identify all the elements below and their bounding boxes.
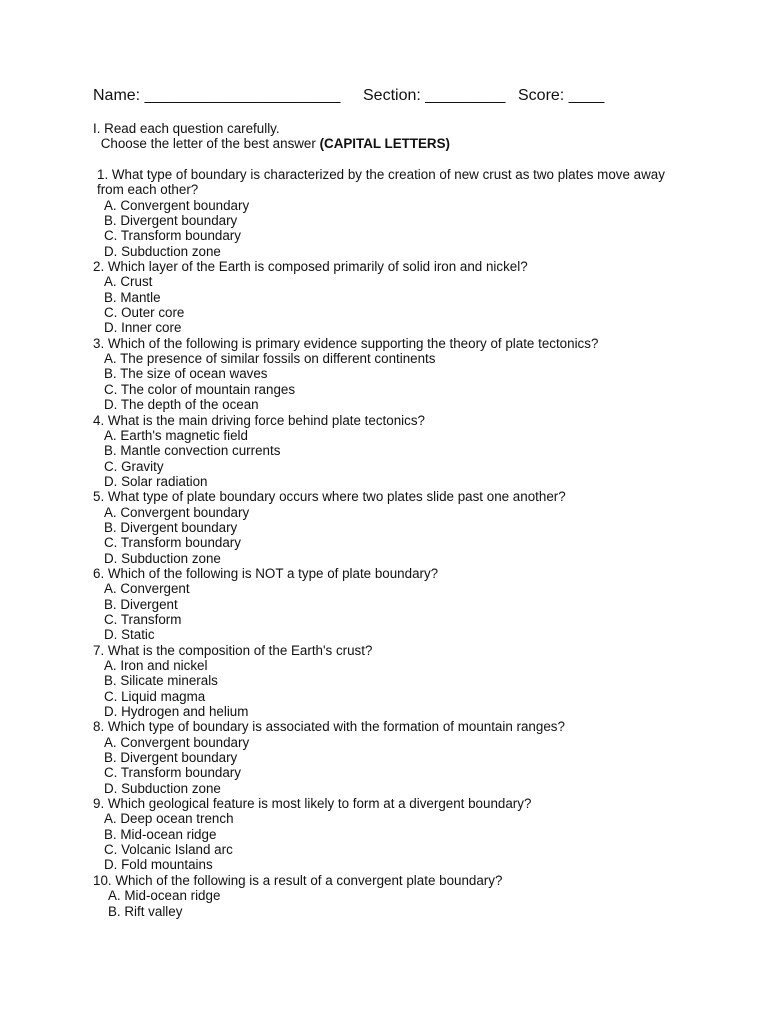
answer-option: A. Crust <box>104 274 153 290</box>
question-7 <box>93 643 673 720</box>
question-stem: 6. Which of the following is NOT a type of plate boundary? <box>93 565 439 581</box>
question-5 <box>93 489 673 566</box>
answer-option: A. Convergent boundary <box>104 197 250 213</box>
answer-option: B. Mantle <box>104 289 161 305</box>
question-stem: 3. Which of the following is primary evidence supporting the theory of plate tectonics? <box>93 335 599 351</box>
answer-option: B. The size of ocean waves <box>104 366 268 382</box>
question-10 <box>93 873 673 919</box>
answer-option: A. Deep ocean trench <box>104 811 234 827</box>
question-stem: 8. Which type of boundary is associated with the formation of mountain ranges? <box>93 719 565 735</box>
answer-option: C. The color of mountain ranges <box>104 381 296 397</box>
section-field: Section: _________ <box>363 87 506 104</box>
answer-option: B. Divergent boundary <box>104 213 238 229</box>
header-row <box>93 86 604 106</box>
answer-option: B. Divergent boundary <box>104 750 238 766</box>
answer-option: D. Subduction zone <box>104 243 221 259</box>
question-stem: 5. What type of plate boundary occurs where two plates slide past one another? <box>93 489 566 505</box>
name-field: Name: ______________________ <box>93 87 341 104</box>
answer-option: D. Subduction zone <box>104 780 221 796</box>
answer-option: C. Volcanic Island arc <box>104 842 233 858</box>
question-2 <box>93 259 673 336</box>
answer-option: D. Static <box>104 627 155 643</box>
answer-option: B. Rift valley <box>108 903 183 919</box>
question-8 <box>93 719 673 796</box>
question-stem: 9. Which geological feature is most likely to form at a divergent boundary? <box>93 796 532 812</box>
question-stem: 10. Which of the following is a result of a convergent plate boundary? <box>93 872 503 888</box>
score-field: Score: ____ <box>518 87 605 104</box>
answer-option: B. Silicate minerals <box>104 673 218 689</box>
answer-option: B. Divergent <box>104 596 178 612</box>
answer-option: D. The depth of the ocean <box>104 397 259 413</box>
answer-option: B. Divergent boundary <box>104 519 238 535</box>
answer-option: B. Mantle convection currents <box>104 443 281 459</box>
question-1 <box>93 167 673 259</box>
answer-option: D. Hydrogen and helium <box>104 704 249 720</box>
question-9 <box>93 796 673 873</box>
answer-option: C. Transform boundary <box>104 535 241 551</box>
answer-option: C. Liquid magma <box>104 688 206 704</box>
question-4 <box>93 413 673 490</box>
answer-option: C. Transform boundary <box>104 765 241 781</box>
answer-option: D. Solar radiation <box>104 473 208 489</box>
answer-option: A. Mid-ocean ridge <box>108 888 221 904</box>
question-stem: 1. What type of boundary is characterized by the creation of new crust as two plates move away from each other? <box>97 167 665 198</box>
answer-option: C. Outer core <box>104 305 185 321</box>
answer-option: C. Gravity <box>104 458 164 474</box>
answer-option: D. Inner core <box>104 320 182 336</box>
answer-option: A. Convergent boundary <box>104 734 250 750</box>
answer-option: B. Mid-ocean ridge <box>104 826 217 842</box>
question-stem: 7. What is the composition of the Earth's crust? <box>93 642 373 658</box>
answer-option: A. Iron and nickel <box>104 658 208 673</box>
question-3 <box>93 336 673 413</box>
question-list <box>93 167 673 919</box>
answer-option: D. Fold mountains <box>104 857 213 873</box>
answer-option: A. Earth's magnetic field <box>104 427 248 443</box>
instruction-choose-text: Choose the letter of the best answer <box>97 136 320 151</box>
answer-option: A. Convergent <box>104 581 190 597</box>
instruction-choose <box>97 136 450 151</box>
instruction-read: I. Read each question carefully. <box>93 121 280 136</box>
question-6 <box>93 566 673 643</box>
answer-option: C. Transform boundary <box>104 228 241 244</box>
answer-option: A. The presence of similar fossils on different continents <box>104 351 436 367</box>
question-stem: 4. What is the main driving force behind plate tectonics? <box>93 412 425 428</box>
answer-option: A. Convergent boundary <box>104 504 250 520</box>
question-stem: 2. Which layer of the Earth is composed primarily of solid iron and nickel? <box>93 259 528 275</box>
answer-option: C. Transform <box>104 611 182 627</box>
answer-option: D. Subduction zone <box>104 550 221 566</box>
instruction-capital-letters: (CAPITAL LETTERS) <box>319 136 450 151</box>
